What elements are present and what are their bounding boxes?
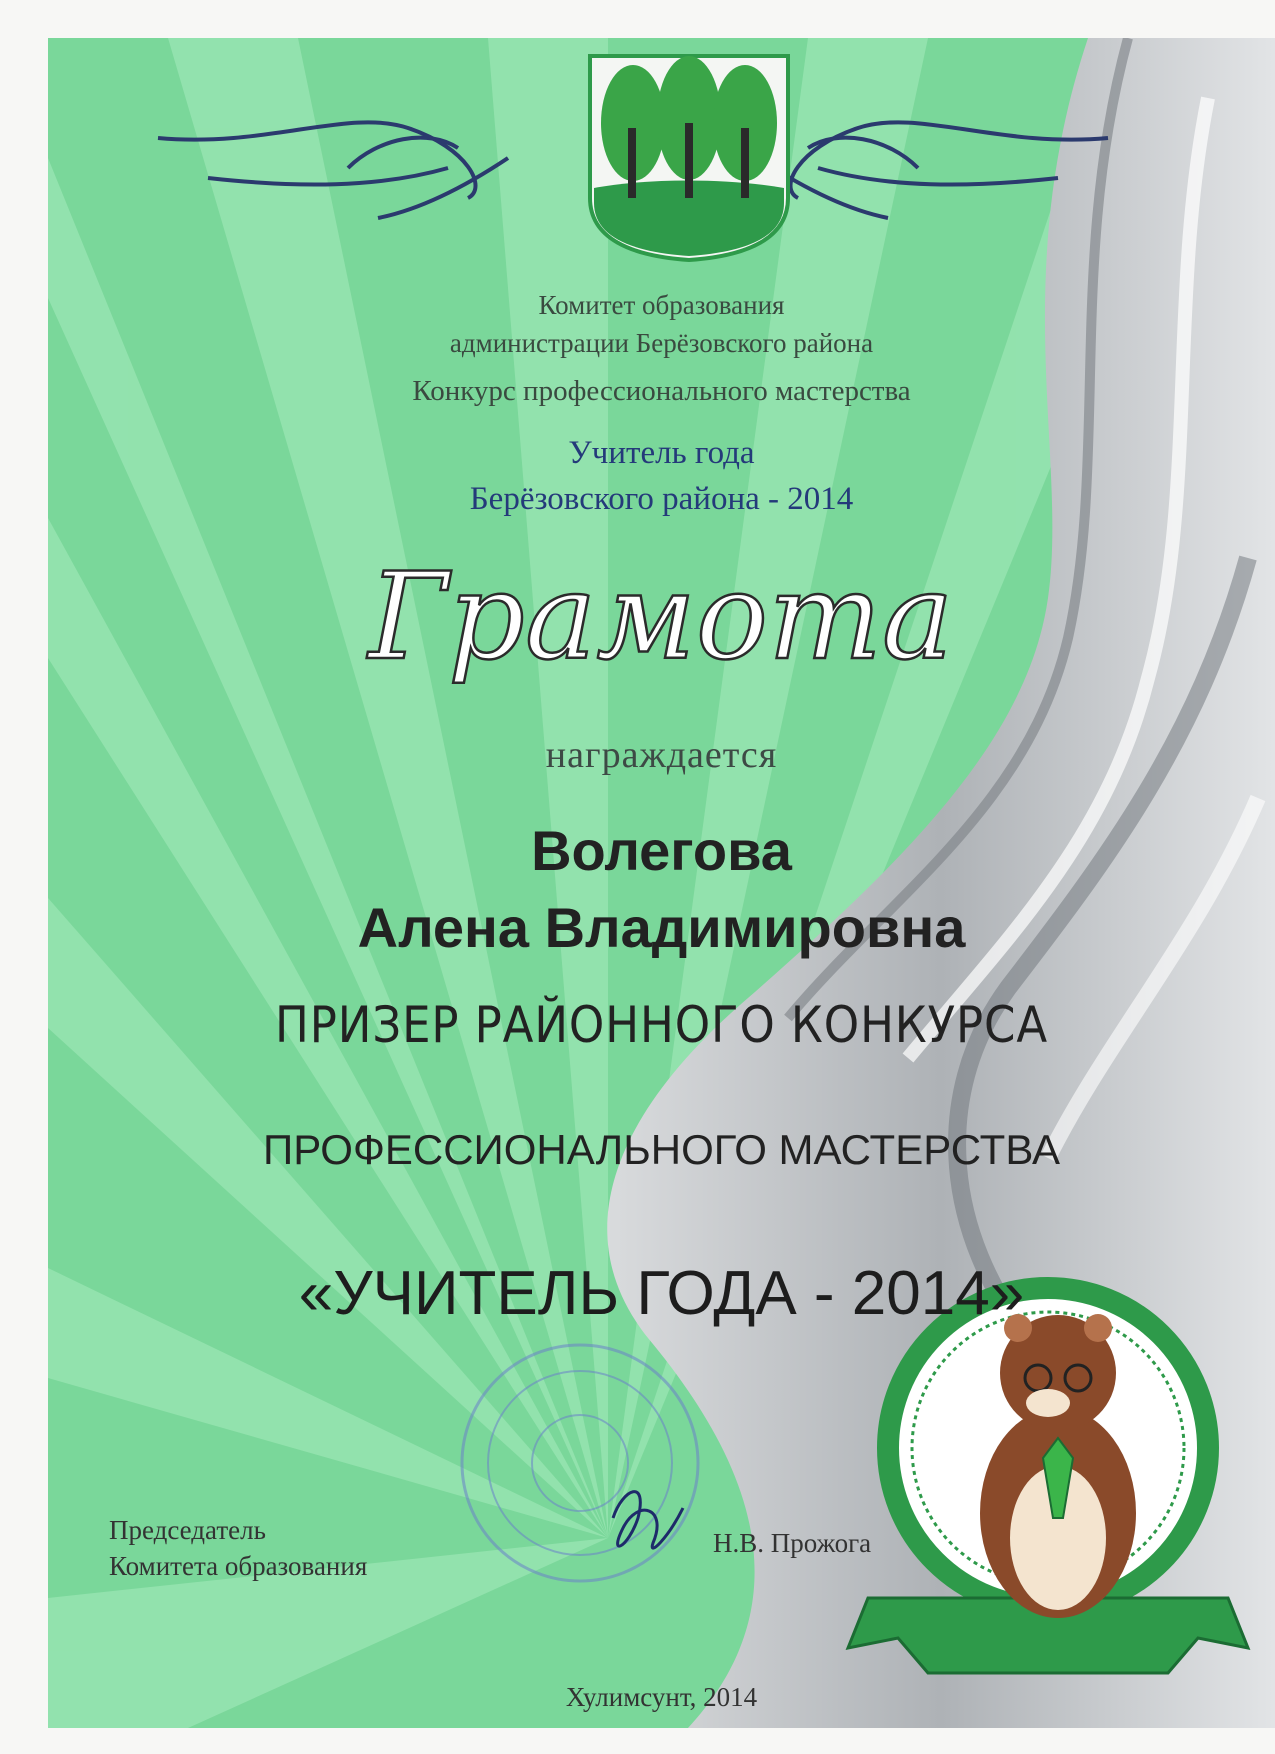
recipient-name: Алена Владимировна (357, 896, 966, 959)
signatory-position-line-2: Комитета образования (109, 1551, 368, 1581)
achievement-line-2: ПРОФЕССИОНАЛЬНОГО МАСТЕРСТВА (263, 1126, 1060, 1173)
certificate-sheet (48, 38, 1275, 1728)
awarded-text: награждается (545, 734, 778, 776)
signatory-position-line-1: Председатель (109, 1515, 266, 1545)
contest-title (48, 430, 1275, 522)
organization-name (48, 286, 1275, 362)
organization-line-2: администрации Берёзовского района (449, 328, 874, 358)
place-and-year: Хулимсунт, 2014 (565, 1682, 758, 1712)
contest-title-line-2: Берёзовского района - 2014 (469, 481, 854, 517)
signature-mark (613, 1492, 683, 1548)
svg-text:Грамота: Грамота (368, 548, 954, 687)
organization-line-1: Комитет образования (538, 290, 785, 320)
contest-name: Конкурс профессионального мастерства (412, 375, 911, 407)
heading-gramota (48, 538, 1275, 718)
contest-title-line-1: Учитель года (568, 435, 755, 471)
achievement-line-3: «УЧИТЕЛЬ ГОДА - 2014» (298, 1259, 1025, 1328)
recipient-surname: Волегова (531, 819, 792, 882)
emblem-coat-of-arms (590, 56, 788, 260)
achievement-line-1: ПРИЗЕР РАЙОННОГО КОНКУРСА (274, 996, 1049, 1054)
signatory-position (109, 1512, 367, 1584)
signatory-name: Н.В. Прожога (713, 1528, 872, 1558)
